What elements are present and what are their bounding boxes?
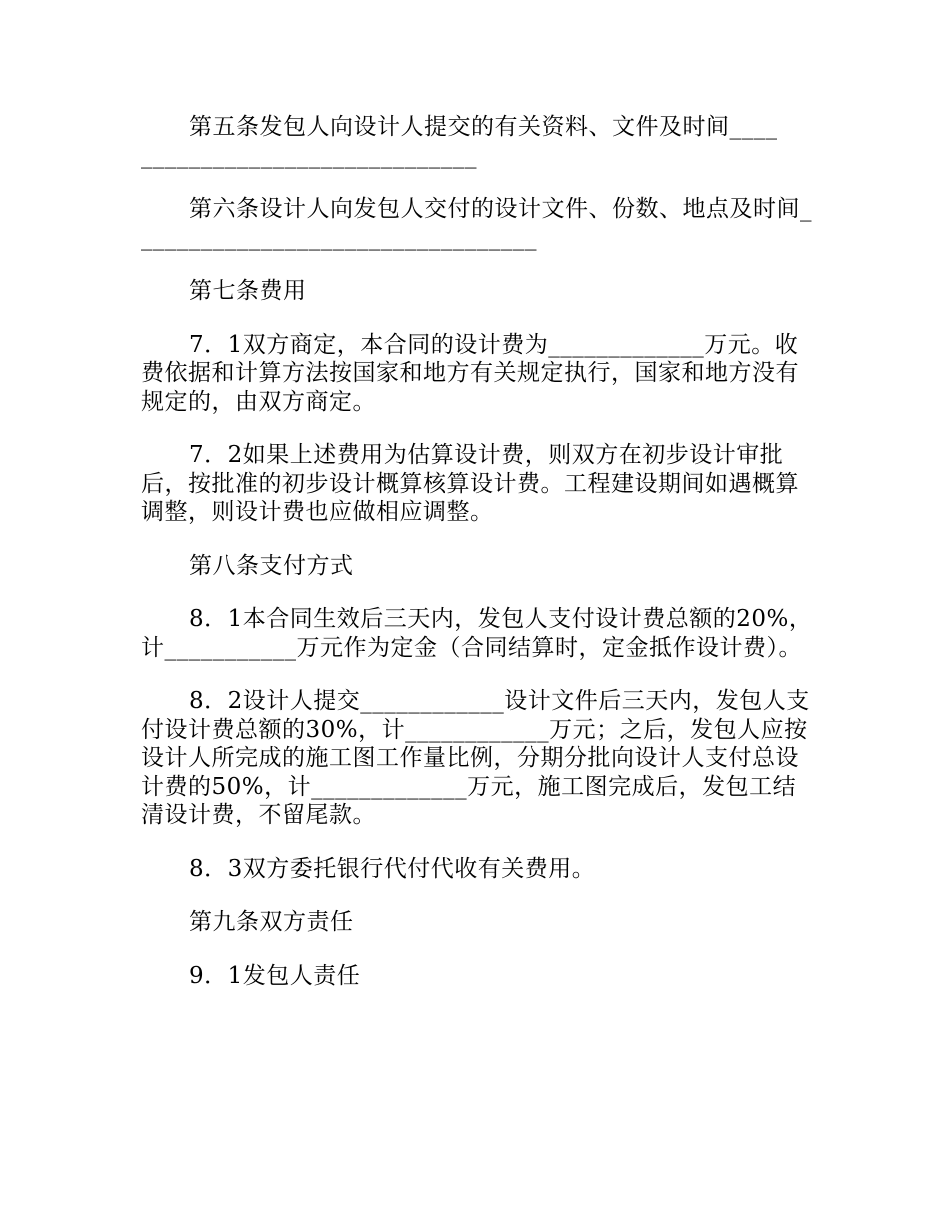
article-7-heading: 第七条费用	[189, 278, 307, 304]
article-8-heading: 第八条支付方式	[189, 552, 354, 579]
article-5-paragraph: 第五条发包人向设计人提交的有关资料、文件及时间____ ____________________________	[141, 114, 778, 169]
document-page	[141, 113, 813, 1015]
clause-8-3-paragraph: 8．3双方委托银行代付代收有关费用。	[189, 855, 596, 882]
article-9-heading: 第九条双方责任	[189, 909, 354, 935]
clause-7-2-paragraph: 7．2如果上述费用为估算设计费，则双方在初步设计审批后，按批准的初步设计概算核算设计费。工程建设期间如遇概算调整，则设计费也应做相应调整。	[141, 442, 799, 525]
clause-8-2-paragraph: 8．2设计人提交____________设计文件后三天内，发包人支付设计费总额的30%，计____________万元；之后，发包人应按设计人所完成的施工图工作量比例，分期分批向设计人支付总设计费的50%，计_____________万元，施工图完成后，发包工结清设计费，不留尾款。	[141, 688, 810, 828]
clause-8-1-paragraph: 8．1本合同生效后三天内，发包人支付设计费总额的20%，计___________万元作为定金（合同结算时，定金抵作设计费）。	[141, 606, 813, 661]
clause-9-1-paragraph: 9．1发包人责任	[189, 962, 361, 989]
article-6-paragraph: 第六条设计人向发包人交付的设计文件、份数、地点及时间__________________________________	[141, 196, 812, 251]
clause-7-1-paragraph: 7．1双方商定，本合同的设计费为_____________万元。收费依据和计算方法按国家和地方有关规定执行，国家和地方没有规定的，由双方商定。	[141, 331, 799, 415]
